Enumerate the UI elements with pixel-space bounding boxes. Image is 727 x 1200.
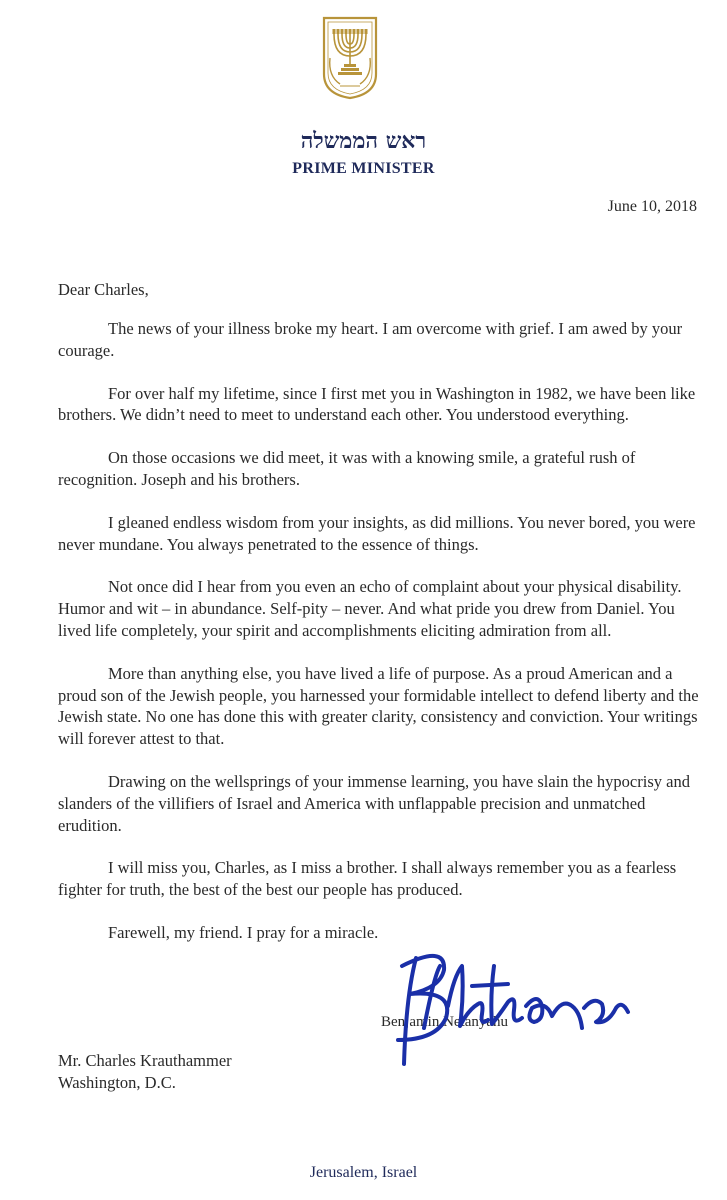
- signer-name: Benjamin Netanyahu: [381, 1014, 509, 1030]
- menorah-emblem-icon: [318, 14, 382, 100]
- letter-body: [58, 318, 708, 965]
- paragraph: The news of your illness broke my heart. I am overcome with grief. I am awed by your courage.: [58, 319, 683, 360]
- paragraph: I will miss you, Charles, as I miss a brother. I shall always remember you as a fearless fighter for truth, the best of the best our people has produced.: [58, 858, 677, 900]
- handwritten-signature: [376, 936, 646, 1074]
- paragraph: I gleaned endless wisdom from your insights, as did millions. You never bored, you were never mundane. You always penetrated to the essence of things.: [58, 512, 696, 554]
- letterhead-english-title: PRIME MINISTER: [292, 160, 435, 177]
- paragraph: Not once did I hear from you even an echo of complaint about your physical disability. Humor and wit – in abundance. Self-pity – never. And what pride you drew from Daniel. You lived life completely, your spirit and accomplishments eliciting admiration from all.: [58, 577, 682, 640]
- paragraph: More than anything else, you have lived a life of purpose. As a proud American and a proud son of the Jewish people, you harnessed your formidable intellect to defend liberty and the Jewish state. No one has done this with greater clarity, consistency and conviction. Your writings will forever attest to that.: [58, 663, 699, 749]
- footer-location: Jerusalem, Israel: [309, 1164, 418, 1181]
- addressee-city: Washington, D.C.: [58, 1073, 176, 1092]
- paragraph: On those occasions we did meet, it was with a knowing smile, a grateful rush of recognition. Joseph and his brothers.: [58, 448, 636, 489]
- letter-date: June 10, 2018: [607, 198, 697, 215]
- paragraph: Drawing on the wellsprings of your immense learning, you have slain the hypocrisy and slanders of the villifiers of Israel and America with unflappable precision and unmatched erudition.: [58, 771, 690, 835]
- addressee-name: Mr. Charles Krauthammer: [58, 1051, 232, 1070]
- paragraph: Farewell, my friend. I pray for a miracle.: [108, 922, 379, 942]
- paragraph: For over half my lifetime, since I first met you in Washington in 1982, we have been like brothers. We didn’t need to meet to understand each other. You understood everything.: [58, 383, 696, 425]
- letterhead-hebrew-title: ראש הממשלה: [300, 128, 427, 154]
- addressee-block: [58, 1050, 232, 1094]
- salutation: Dear Charles,: [58, 280, 149, 299]
